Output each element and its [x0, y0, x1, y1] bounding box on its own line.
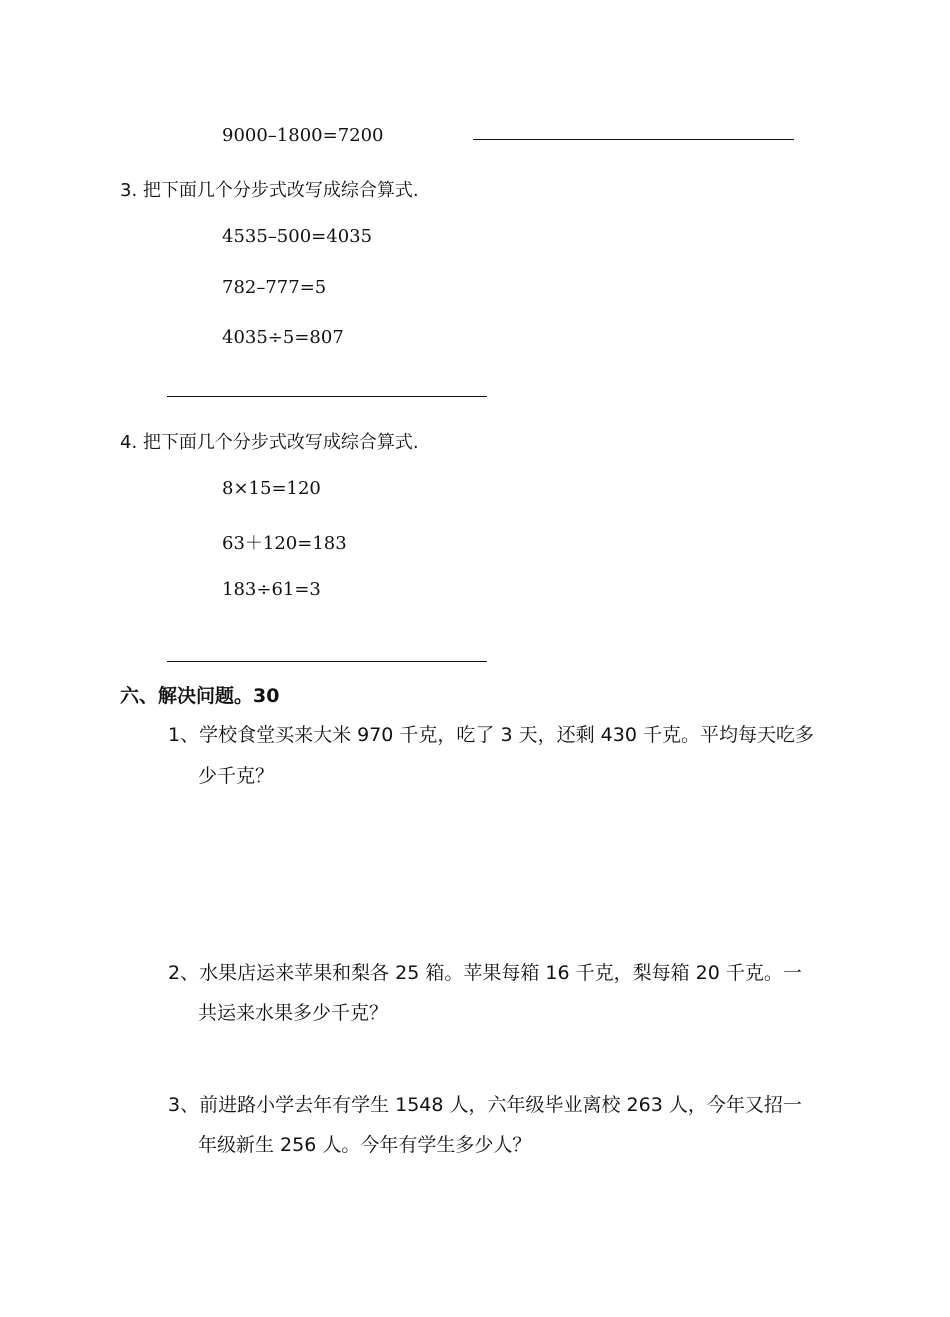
problem-3-line-1: 3、前进路小学去年有学生 1548 人，六年级毕业离校 263 人，今年又招一 [168, 1094, 802, 1116]
q3-title: 3. 把下面几个分步式改写成综合算式. [120, 180, 419, 201]
q4-step-3: 183÷61=3 [222, 579, 321, 600]
problem-2-line-2: 共运来水果多少千克？ [198, 1002, 389, 1024]
q3-step-3: 4035÷5=807 [222, 327, 344, 348]
q3-step-1: 4535–500=4035 [222, 226, 373, 247]
problem-2-line-1: 2、水果店运来苹果和梨各 25 箱。苹果每箱 16 千克，梨每箱 20 千克。一 [168, 962, 802, 984]
q3-step-2: 782–777=5 [222, 277, 327, 298]
q4-title: 4. 把下面几个分步式改写成综合算式. [120, 432, 419, 453]
problem-3-line-2: 年级新生 256 人。今年有学生多少人？ [198, 1134, 532, 1156]
q4-step-2: 63＋120=183 [222, 533, 347, 554]
q3-answer-line[interactable] [167, 396, 487, 397]
q4-answer-line[interactable] [167, 661, 487, 662]
equation-9000: 9000–1800=7200 [222, 125, 384, 146]
answer-line[interactable] [473, 139, 794, 140]
problem-1-line-1: 1、学校食堂买来大米 970 千克，吃了 3 天，还剩 430 千克。平均每天吃多 [168, 724, 814, 746]
problem-1-line-2: 少千克？ [198, 765, 275, 787]
q4-step-1: 8×15=120 [222, 478, 321, 499]
section-heading: 六、解决问题。30 [120, 685, 280, 707]
